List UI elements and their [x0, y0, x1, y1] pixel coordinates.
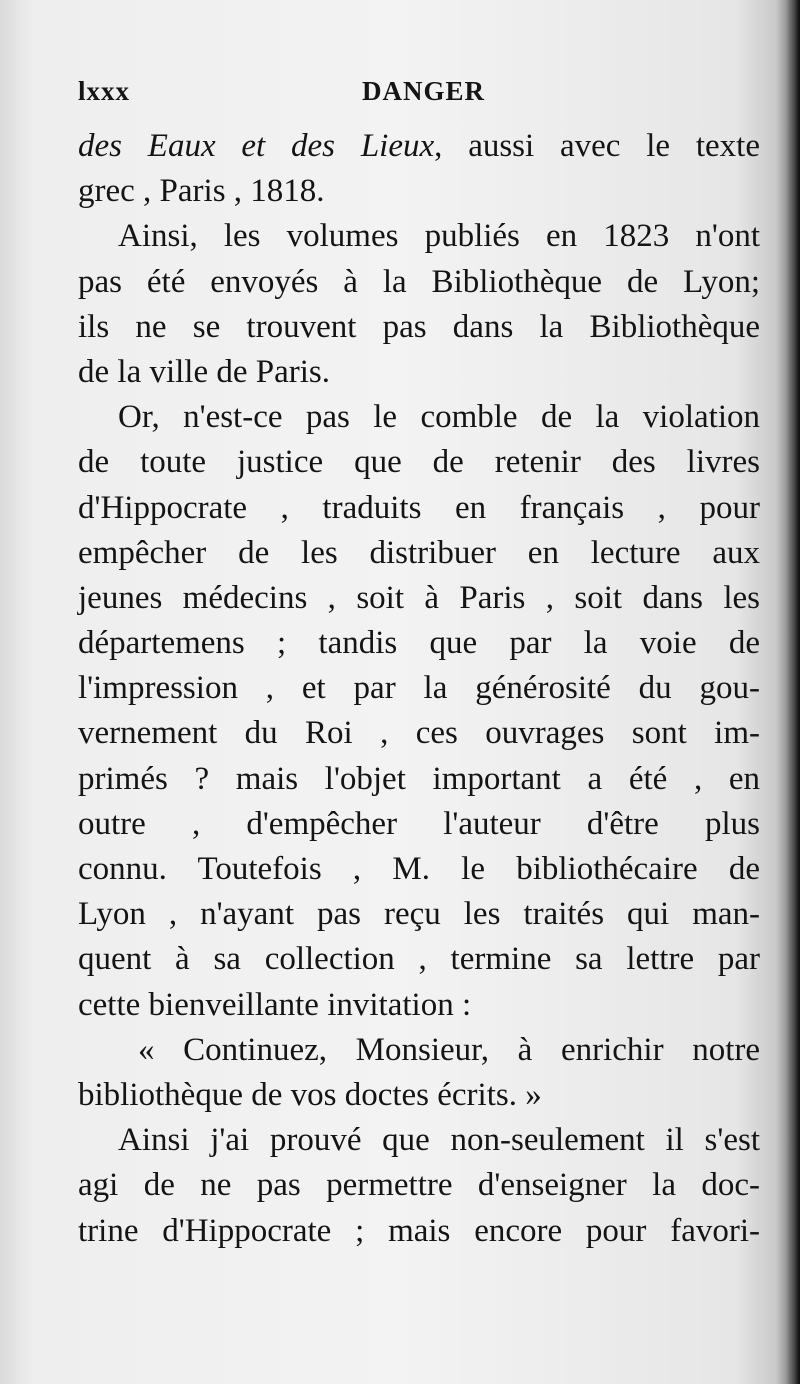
italic-title: des Eaux et des Lieux [78, 128, 435, 164]
page-header [78, 76, 760, 116]
paragraph-first-line: Or, n'est-ce pas le comble de la violation [118, 399, 760, 436]
page-edge-shadow [786, 0, 800, 1384]
text-fragment: , aussi avec le texte [434, 128, 760, 164]
quotation-first-line: « Continuez, Monsieur, à enrichir notre [138, 1031, 760, 1068]
text-line: pas été envoyés à la Bibliothèque de Lyon; [78, 263, 760, 300]
text-line: trine d'Hippocrate ; mais encore pour favori- [78, 1212, 760, 1249]
running-head: DANGER [362, 76, 486, 106]
text-line: Lyon , n'ayant pas reçu les traités qui man- [78, 896, 760, 933]
text-line: d'Hippocrate , traduits en français , pour [78, 489, 760, 526]
body-text [78, 124, 760, 1254]
text-line: de la ville de Paris. [78, 353, 331, 390]
text-line: connu. Toutefois , M. le bibliothécaire de [78, 851, 760, 887]
paragraph-first-line: Ainsi j'ai prouvé que non-seulement il s'est [118, 1122, 760, 1159]
text-line: l'impression , et par la générosité du gou- [78, 670, 760, 707]
quotation-last-line: bibliothèque de vos doctes écrits. » [78, 1076, 542, 1113]
text-line: cette bienveillante invitation : [78, 986, 472, 1023]
text-line: primés ? mais l'objet important a été , en [78, 760, 760, 797]
text-line: de toute justice que de retenir des livres [78, 444, 760, 481]
text-line: agi de ne pas permettre d'enseigner la doc- [78, 1167, 760, 1204]
page-number: lxxx [78, 76, 131, 106]
text-line: départemens ; tandis que par la voie de [78, 625, 760, 662]
text-line: grec , Paris , 1818. [78, 173, 325, 210]
text-line: empêcher de les distribuer en lecture aux [78, 534, 760, 571]
text-line: ils ne se trouvent pas dans la Bibliothèque [78, 308, 760, 345]
text-line [78, 124, 760, 169]
text-line: outre , d'empêcher l'auteur d'être plus [78, 805, 760, 842]
paragraph-first-line: Ainsi, les volumes publiés en 1823 n'ont [118, 218, 760, 255]
text-line: vernement du Roi , ces ouvrages sont im- [78, 715, 760, 752]
text-line: jeunes médecins , soit à Paris , soit dans les [78, 579, 760, 616]
text-line: quent à sa collection , termine sa lettre par [78, 941, 760, 978]
